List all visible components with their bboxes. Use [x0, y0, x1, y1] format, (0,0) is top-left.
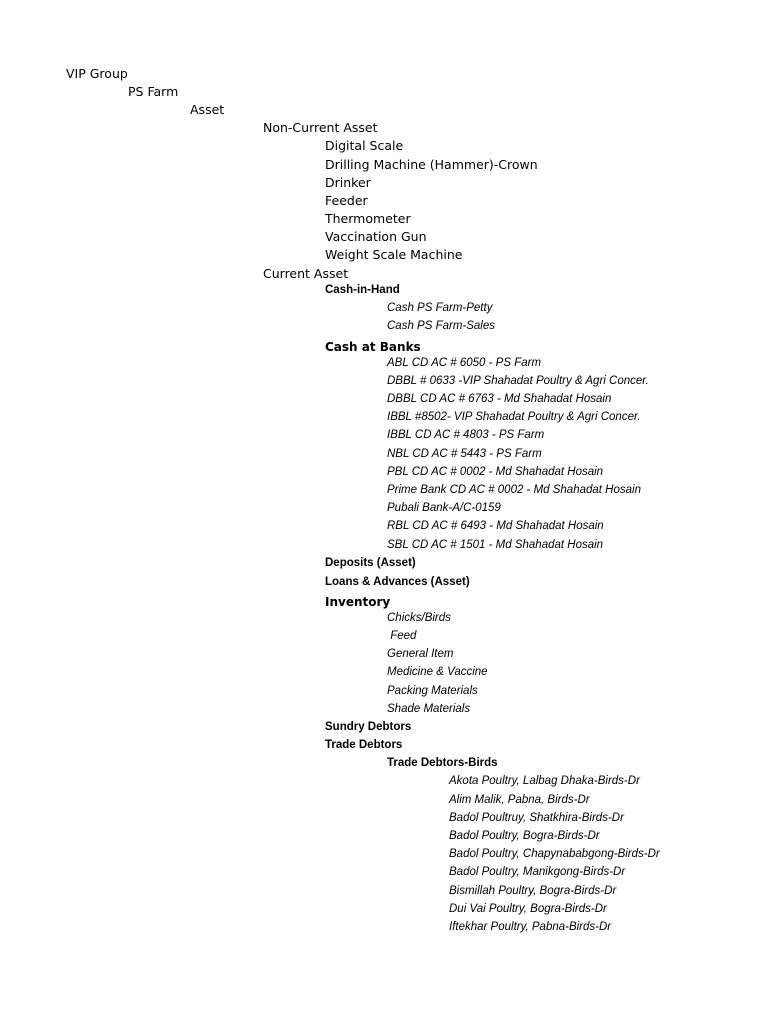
ledger-item: Badol Poultry, Bogra-Birds-Dr [449, 830, 600, 842]
current-asset-heading: Current Asset [263, 266, 349, 281]
ledger-item: DBBL CD AC # 6763 - Md Shahadat Hosain [387, 393, 612, 405]
ledger-item: Cash PS Farm-Sales [387, 320, 496, 332]
ledger-item: Thermometer [325, 211, 411, 226]
ledger-item: Digital Scale [325, 138, 404, 153]
ledger-item: Cash PS Farm-Petty [387, 302, 493, 314]
ledger-item: Akota Poultry, Lalbag Dhaka-Birds-Dr [449, 775, 640, 787]
ledger-item: Alim Malik, Pabna, Birds-Dr [449, 794, 590, 806]
ledger-item: Weight Scale Machine [325, 247, 463, 262]
ledger-item: Feeder [325, 193, 368, 208]
ledger-item: DBBL # 0633 -VIP Shahadat Poultry & Agri Concer. [387, 375, 649, 387]
ledger-item: RBL CD AC # 6493 - Md Shahadat Hosain [387, 520, 604, 532]
trade-debtors-birds-heading: Trade Debtors-Birds [387, 757, 498, 769]
company-node: PS Farm [128, 84, 179, 99]
ledger-item: General Item [387, 648, 454, 660]
cash-in-hand-heading: Cash-in-Hand [325, 284, 400, 296]
inventory-heading: Inventory [325, 595, 391, 609]
ledger-item: Dui Vai Poultry, Bogra-Birds-Dr [449, 903, 607, 915]
ledger-item: Chicks/Birds [387, 612, 451, 624]
ledger-item: Badol Poultry, Chapynababgong-Birds-Dr [449, 848, 660, 860]
group-node: Asset [190, 102, 225, 117]
ledger-item: NBL CD AC # 5443 - PS Farm [387, 448, 542, 460]
ledger-item: Medicine & Vaccine [387, 666, 488, 678]
ledger-item: Drinker [325, 175, 371, 190]
ledger-item: Packing Materials [387, 685, 478, 697]
ledger-item: Badol Poultry, Manikgong-Birds-Dr [449, 866, 626, 878]
root-node: VIP Group [66, 66, 128, 81]
deposits-heading: Deposits (Asset) [325, 557, 416, 569]
ledger-item: IBBL CD AC # 4803 - PS Farm [387, 429, 545, 441]
ledger-item: ABL CD AC # 6050 - PS Farm [387, 357, 542, 369]
trade-debtors-heading: Trade Debtors [325, 739, 403, 751]
ledger-item: IBBL #8502- VIP Shahadat Poultry & Agri Concer. [387, 411, 641, 423]
sundry-debtors-heading: Sundry Debtors [325, 721, 412, 733]
ledger-item: Drilling Machine (Hammer)-Crown [325, 157, 538, 172]
ledger-item: SBL CD AC # 1501 - Md Shahadat Hosain [387, 539, 604, 551]
ledger-item: Prime Bank CD AC # 0002 - Md Shahadat Hosain [387, 484, 641, 496]
cash-at-banks-heading: Cash at Banks [325, 340, 421, 354]
ledger-item: Vaccination Gun [325, 229, 427, 244]
ledger-item: Iftekhar Poultry, Pabna-Birds-Dr [449, 921, 612, 933]
ledger-item: Bismillah Poultry, Bogra-Birds-Dr [449, 885, 617, 897]
loans-advances-heading: Loans & Advances (Asset) [325, 576, 470, 588]
ledger-item: Badol Poultruy, Shatkhira-Birds-Dr [449, 812, 624, 824]
ledger-item: PBL CD AC # 0002 - Md Shahadat Hosain [387, 466, 604, 478]
ledger-item: Feed [387, 630, 417, 642]
non-current-asset-heading: Non-Current Asset [263, 120, 378, 135]
ledger-item: Pubali Bank-A/C-0159 [387, 502, 501, 514]
ledger-item: Shade Materials [387, 703, 471, 715]
